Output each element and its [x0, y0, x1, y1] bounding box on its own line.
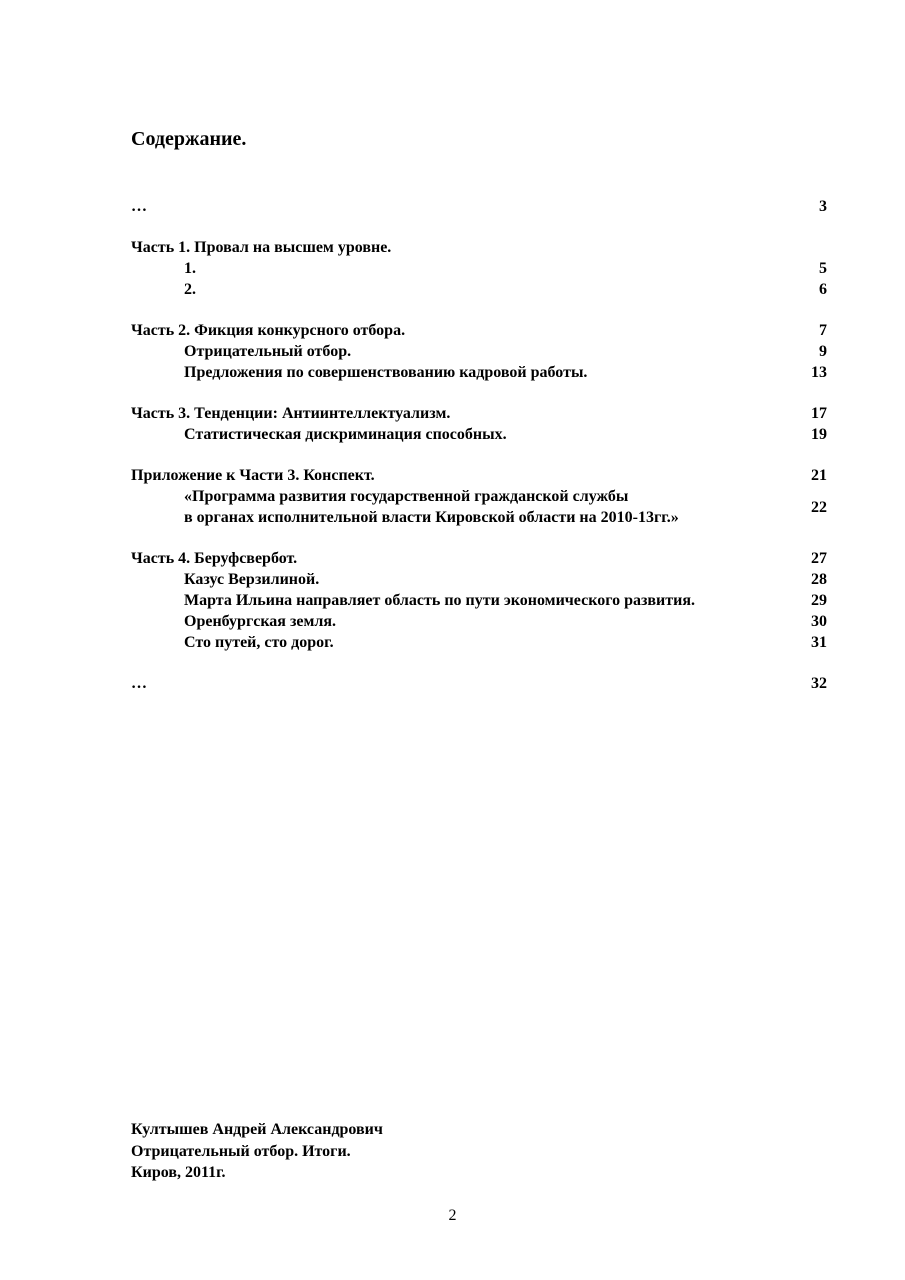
toc-subentry[interactable]	[131, 258, 827, 279]
toc-entry-label: Отрицательный отбор.	[184, 343, 352, 360]
footer-block	[131, 1119, 383, 1184]
toc-entry-label: Часть 3. Тенденции: Антиинтеллектуализм.	[131, 405, 451, 422]
toc-entry[interactable]	[131, 548, 827, 569]
toc-page-number: 19	[811, 426, 827, 443]
document-title: Отрицательный отбор. Итоги.	[131, 1142, 351, 1160]
toc-group	[131, 673, 827, 694]
toc-entry-label: Оренбургская земля.	[184, 613, 337, 630]
toc-page-number: 30	[811, 613, 827, 630]
toc-entry[interactable]	[131, 196, 827, 217]
toc-entry-label	[131, 486, 679, 528]
toc-page-number: 7	[819, 322, 827, 339]
toc-entry[interactable]	[131, 237, 827, 258]
toc-entry[interactable]	[131, 320, 827, 341]
toc-entry-label: Предложения по совершенствованию кадровой работы.	[184, 364, 588, 381]
toc-subentry[interactable]	[131, 632, 827, 653]
toc-group	[131, 465, 827, 528]
page-number: 2	[448, 1207, 457, 1224]
toc-page-number: 5	[819, 260, 827, 277]
toc-entry-label: Статистическая дискриминация способных.	[184, 426, 507, 443]
toc-page-number: 9	[819, 343, 827, 360]
author-name: Култышев Андрей Александрович	[131, 1121, 383, 1138]
place-year: Киров, 2011г.	[131, 1164, 226, 1181]
toc-entry-label-line: в органах исполнительной власти Кировской области на 2010-13гг.»	[184, 509, 679, 526]
toc-subentry[interactable]	[131, 590, 827, 611]
toc-page-number: 21	[811, 467, 827, 484]
toc-entry-label: 1.	[184, 260, 196, 277]
toc-group	[131, 403, 827, 445]
toc-page-number: 28	[811, 571, 827, 588]
toc-entry-label: Приложение к Части 3. Конспект.	[131, 467, 375, 484]
toc-entry[interactable]	[131, 465, 827, 486]
toc-subentry[interactable]	[131, 341, 827, 362]
toc-subentry[interactable]	[131, 279, 827, 300]
toc-page-number: 6	[819, 281, 827, 298]
toc-subentry[interactable]	[131, 611, 827, 632]
toc-group	[131, 196, 827, 217]
toc-subentry[interactable]	[131, 362, 827, 383]
toc-page-number: 17	[811, 405, 827, 422]
toc-subentry[interactable]	[131, 486, 827, 528]
toc-subentry[interactable]	[131, 424, 827, 445]
table-of-contents	[131, 196, 827, 714]
toc-entry-label: Часть 2. Фикция конкурсного отбора.	[131, 322, 406, 339]
toc-group	[131, 237, 827, 300]
toc-entry-label: Марта Ильина направляет область по пути экономического развития.	[184, 592, 695, 609]
toc-entry-label: …	[131, 198, 147, 215]
toc-entry[interactable]	[131, 673, 827, 694]
toc-entry-label: Казус Верзилиной.	[184, 571, 320, 588]
toc-entry-label: …	[131, 675, 147, 692]
toc-page-number: 29	[811, 592, 827, 609]
toc-page-number: 22	[811, 498, 827, 516]
toc-entry-label-line: «Программа развития государственной гражданской службы	[184, 488, 629, 505]
toc-page-number: 31	[811, 634, 827, 651]
toc-page-number: 13	[811, 364, 827, 381]
toc-page-number: 3	[819, 198, 827, 215]
toc-entry-label: Часть 1. Провал на высшем уровне.	[131, 239, 392, 256]
toc-entry-label: 2.	[184, 281, 196, 298]
toc-group	[131, 320, 827, 383]
toc-group	[131, 548, 827, 653]
toc-subentry[interactable]	[131, 569, 827, 590]
toc-entry-label: Часть 4. Беруфсвербот.	[131, 550, 298, 567]
toc-entry[interactable]	[131, 403, 827, 424]
page-title: Содержание.	[131, 128, 247, 150]
toc-page-number: 27	[811, 550, 827, 567]
toc-entry-label: Сто путей, сто дорог.	[184, 634, 334, 651]
toc-page-number: 32	[811, 675, 827, 692]
